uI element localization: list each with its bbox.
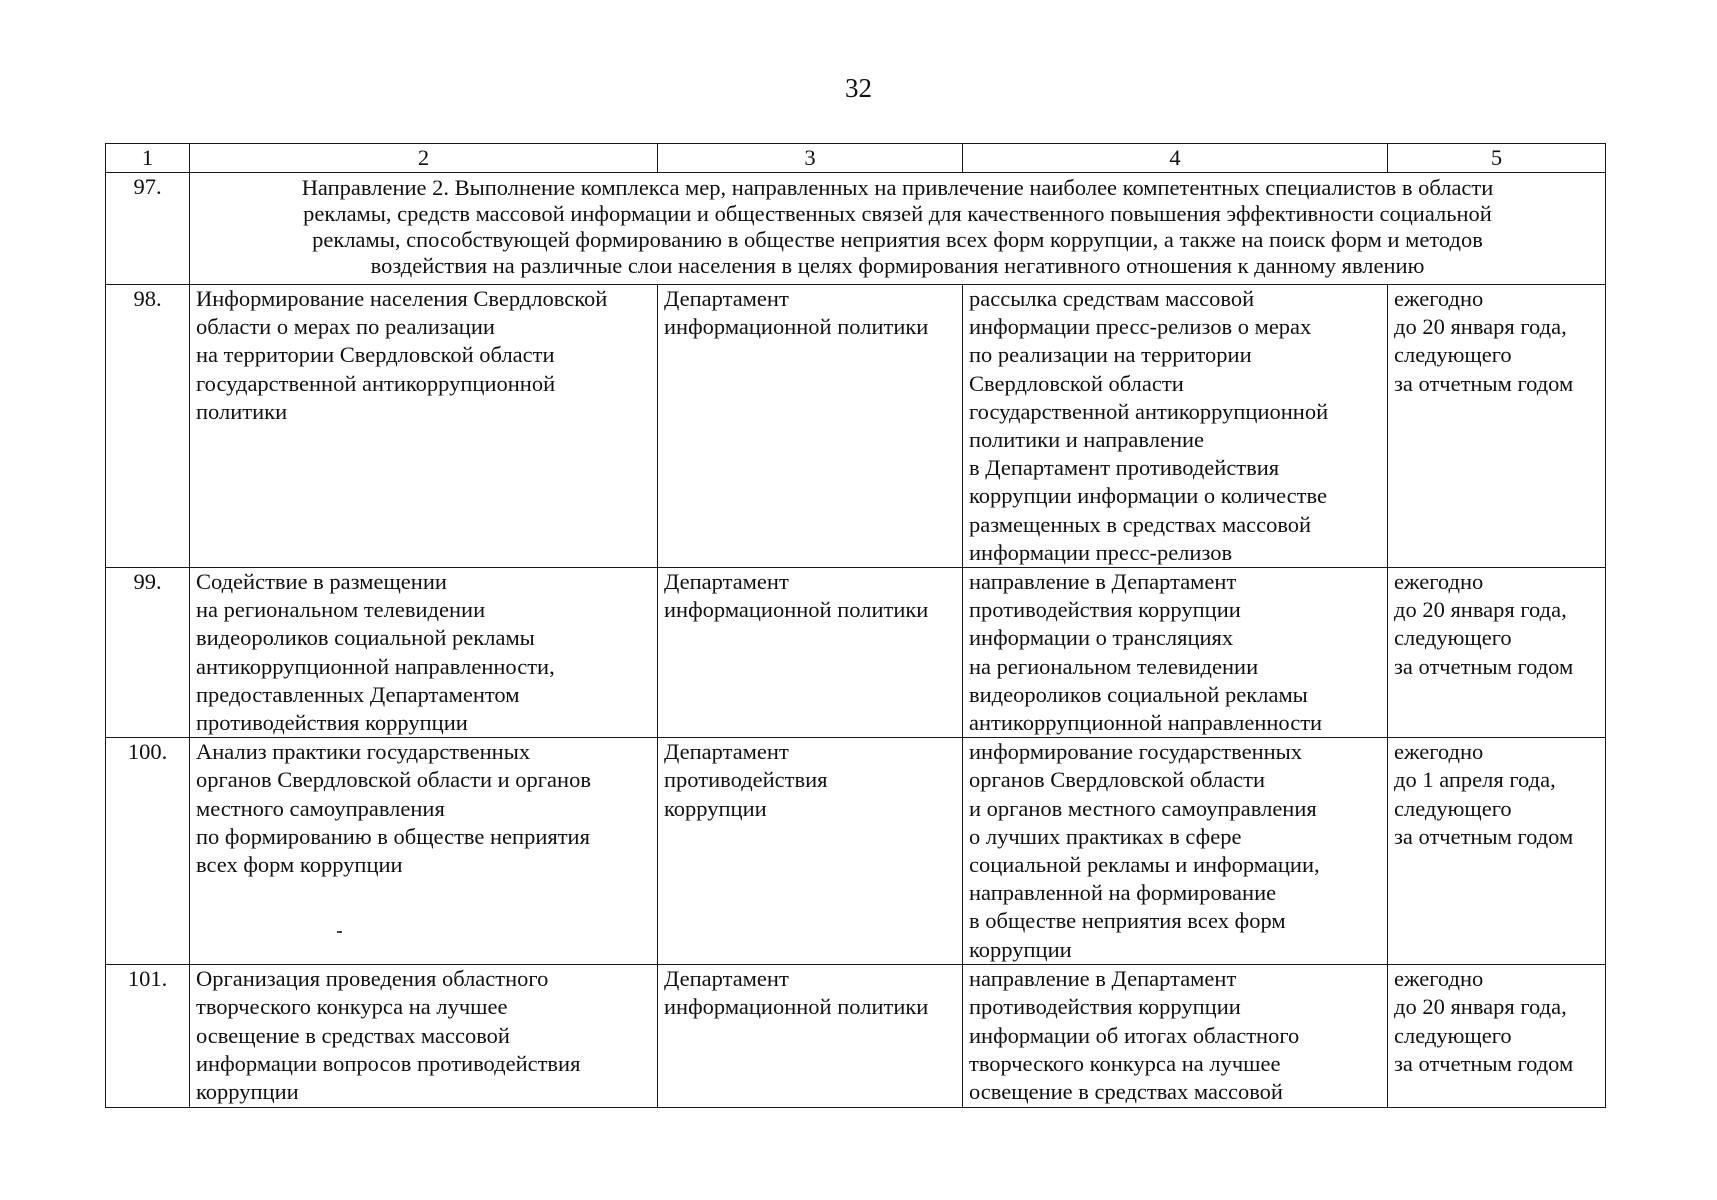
text-line: следующего (1394, 342, 1512, 368)
text-line: в обществе неприятия всех форм (969, 908, 1286, 934)
text-line: политики и направление (969, 427, 1205, 453)
text-line: области о мерах по реализации (196, 314, 495, 340)
text-line: освещение в средствах массовой (969, 1079, 1283, 1105)
text-line: по формированию в обществе неприятия (196, 823, 590, 849)
text-line: антикоррупционной направленности, (196, 653, 555, 679)
text-line: и органов местного самоуправления (969, 795, 1317, 821)
text-line: Департамент (664, 966, 789, 992)
measure-cell (190, 568, 658, 738)
section-number: 97. (106, 173, 190, 285)
text-line: органов Свердловской области и органов (196, 767, 591, 793)
text-line: коррупции (664, 795, 767, 821)
text-line: политики (196, 398, 288, 424)
text-line: коррупции (969, 936, 1072, 962)
table-row (106, 738, 1606, 965)
text-line: за отчетным годом (1394, 823, 1574, 849)
row-number: 101. (106, 965, 190, 1108)
text-line: государственной антикоррупционной (196, 370, 556, 396)
text-line: творческого конкурса на лучшее (969, 1050, 1281, 1076)
deadline-cell (1388, 965, 1606, 1108)
text-line: противодействия коррупции (969, 994, 1241, 1020)
text-line: противодействия коррупции (196, 710, 468, 736)
text-line: размещенных в средствах массовой (969, 511, 1312, 537)
text-line: коррупции (196, 1079, 299, 1105)
text-line: информирование государственных (969, 739, 1303, 765)
text-line: до 1 апреля года, (1394, 767, 1556, 793)
text-line: предоставленных Департаментом (196, 681, 520, 707)
text-line: по реализации на территории (969, 342, 1252, 368)
text-line: информации о трансляциях (969, 625, 1234, 651)
section-heading-line: рекламы, способствующей формированию в обществе неприятия всех форм коррупции, а также на поиск форм и методов (312, 227, 1483, 252)
text-line: информационной политики (664, 994, 929, 1020)
text-line: видеороликов социальной рекламы (969, 681, 1308, 707)
text-line: Информирование населения Свердловской (196, 286, 608, 311)
text-line: Департамент (664, 739, 789, 765)
text-line: Анализ практики государственных (196, 739, 531, 765)
text-line: информации об итогах областного (969, 1022, 1300, 1048)
text-line: направление в Департамент (969, 966, 1237, 992)
deadline-cell (1388, 568, 1606, 738)
text-line: Содействие в размещении (196, 569, 447, 595)
measure-cell (190, 285, 658, 568)
table-row (106, 568, 1606, 738)
text-line: противодействия коррупции (969, 597, 1241, 623)
executor-cell (658, 285, 963, 568)
text-line: творческого конкурса на лучшее (196, 994, 508, 1020)
scan-mark (337, 931, 342, 933)
text-line: видеороликов социальной рекламы (196, 625, 535, 651)
text-line: до 20 января года, (1394, 597, 1567, 623)
section-heading (190, 173, 1606, 285)
measure-cell (190, 965, 658, 1108)
text-line: всех форм коррупции (196, 852, 403, 878)
header-col-5: 5 (1388, 144, 1606, 173)
header-col-1: 1 (106, 144, 190, 173)
executor-cell (658, 568, 963, 738)
table-row (106, 285, 1606, 568)
text-line: Свердловской области (969, 370, 1184, 396)
text-line: направленной на формирование (969, 880, 1277, 906)
text-line: Департамент (664, 286, 789, 311)
measure-cell (190, 738, 658, 965)
text-line: в Департамент противодействия (969, 455, 1280, 481)
result-cell (963, 285, 1388, 568)
header-row (106, 144, 1606, 173)
text-line: ежегодно (1394, 966, 1484, 992)
text-line: противодействия (664, 767, 828, 793)
text-line: информации пресс-релизов о мерах (969, 314, 1312, 340)
text-line: информационной политики (664, 314, 929, 340)
text-line: на территории Свердловской области (196, 342, 555, 368)
text-line: информации вопросов противодействия (196, 1050, 581, 1076)
header-col-2: 2 (190, 144, 658, 173)
deadline-cell (1388, 285, 1606, 568)
text-line: государственной антикоррупционной (969, 398, 1329, 424)
text-line: рассылка средствам массовой (969, 286, 1255, 311)
section-heading-line: рекламы, средств массовой информации и общественных связей для качественного повышения эффективности социальной (303, 201, 1492, 226)
text-line: направление в Департамент (969, 569, 1237, 595)
measures-table (105, 143, 1606, 1108)
text-line: до 20 января года, (1394, 994, 1567, 1020)
result-cell (963, 568, 1388, 738)
text-line: на региональном телевидении (969, 653, 1259, 679)
result-cell (963, 965, 1388, 1108)
section-heading-line: Направление 2. Выполнение комплекса мер, направленных на привлечение наиболее компетентных специалистов в области (301, 175, 1494, 200)
text-line: антикоррупционной направленности (969, 710, 1323, 736)
text-line: ежегодно (1394, 286, 1484, 311)
text-line: коррупции информации о количестве (969, 483, 1327, 509)
text-line: информации пресс-релизов (969, 539, 1233, 565)
section-row (106, 173, 1606, 285)
header-col-4: 4 (963, 144, 1388, 173)
section-heading-line: воздействия на различные слои населения в целях формирования негативного отношения к данному явлению (370, 253, 1425, 278)
text-line: следующего (1394, 625, 1512, 651)
text-line: Департамент (664, 569, 789, 595)
executor-cell (658, 738, 963, 965)
text-line: следующего (1394, 795, 1512, 821)
executor-cell (658, 965, 963, 1108)
row-number: 99. (106, 568, 190, 738)
text-line: до 20 января года, (1394, 314, 1567, 340)
text-line: за отчетным годом (1394, 653, 1574, 679)
text-line: о лучших практиках в сфере (969, 823, 1242, 849)
header-col-3: 3 (658, 144, 963, 173)
text-line: местного самоуправления (196, 795, 445, 821)
deadline-cell (1388, 738, 1606, 965)
row-number: 98. (106, 285, 190, 568)
text-line: органов Свердловской области (969, 767, 1266, 793)
text-line: ежегодно (1394, 569, 1484, 595)
page-number: 32 (845, 73, 872, 103)
text-line: на региональном телевидении (196, 597, 486, 623)
text-line: информационной политики (664, 597, 929, 623)
text-line: ежегодно (1394, 739, 1484, 765)
text-line: за отчетным годом (1394, 1050, 1574, 1076)
table-row (106, 965, 1606, 1108)
row-number: 100. (106, 738, 190, 965)
text-line: освещение в средствах массовой (196, 1022, 510, 1048)
result-cell (963, 738, 1388, 965)
text-line: следующего (1394, 1022, 1512, 1048)
text-line: социальной рекламы и информации, (969, 852, 1320, 878)
text-line: Организация проведения областного (196, 966, 549, 992)
text-line: за отчетным годом (1394, 370, 1574, 396)
